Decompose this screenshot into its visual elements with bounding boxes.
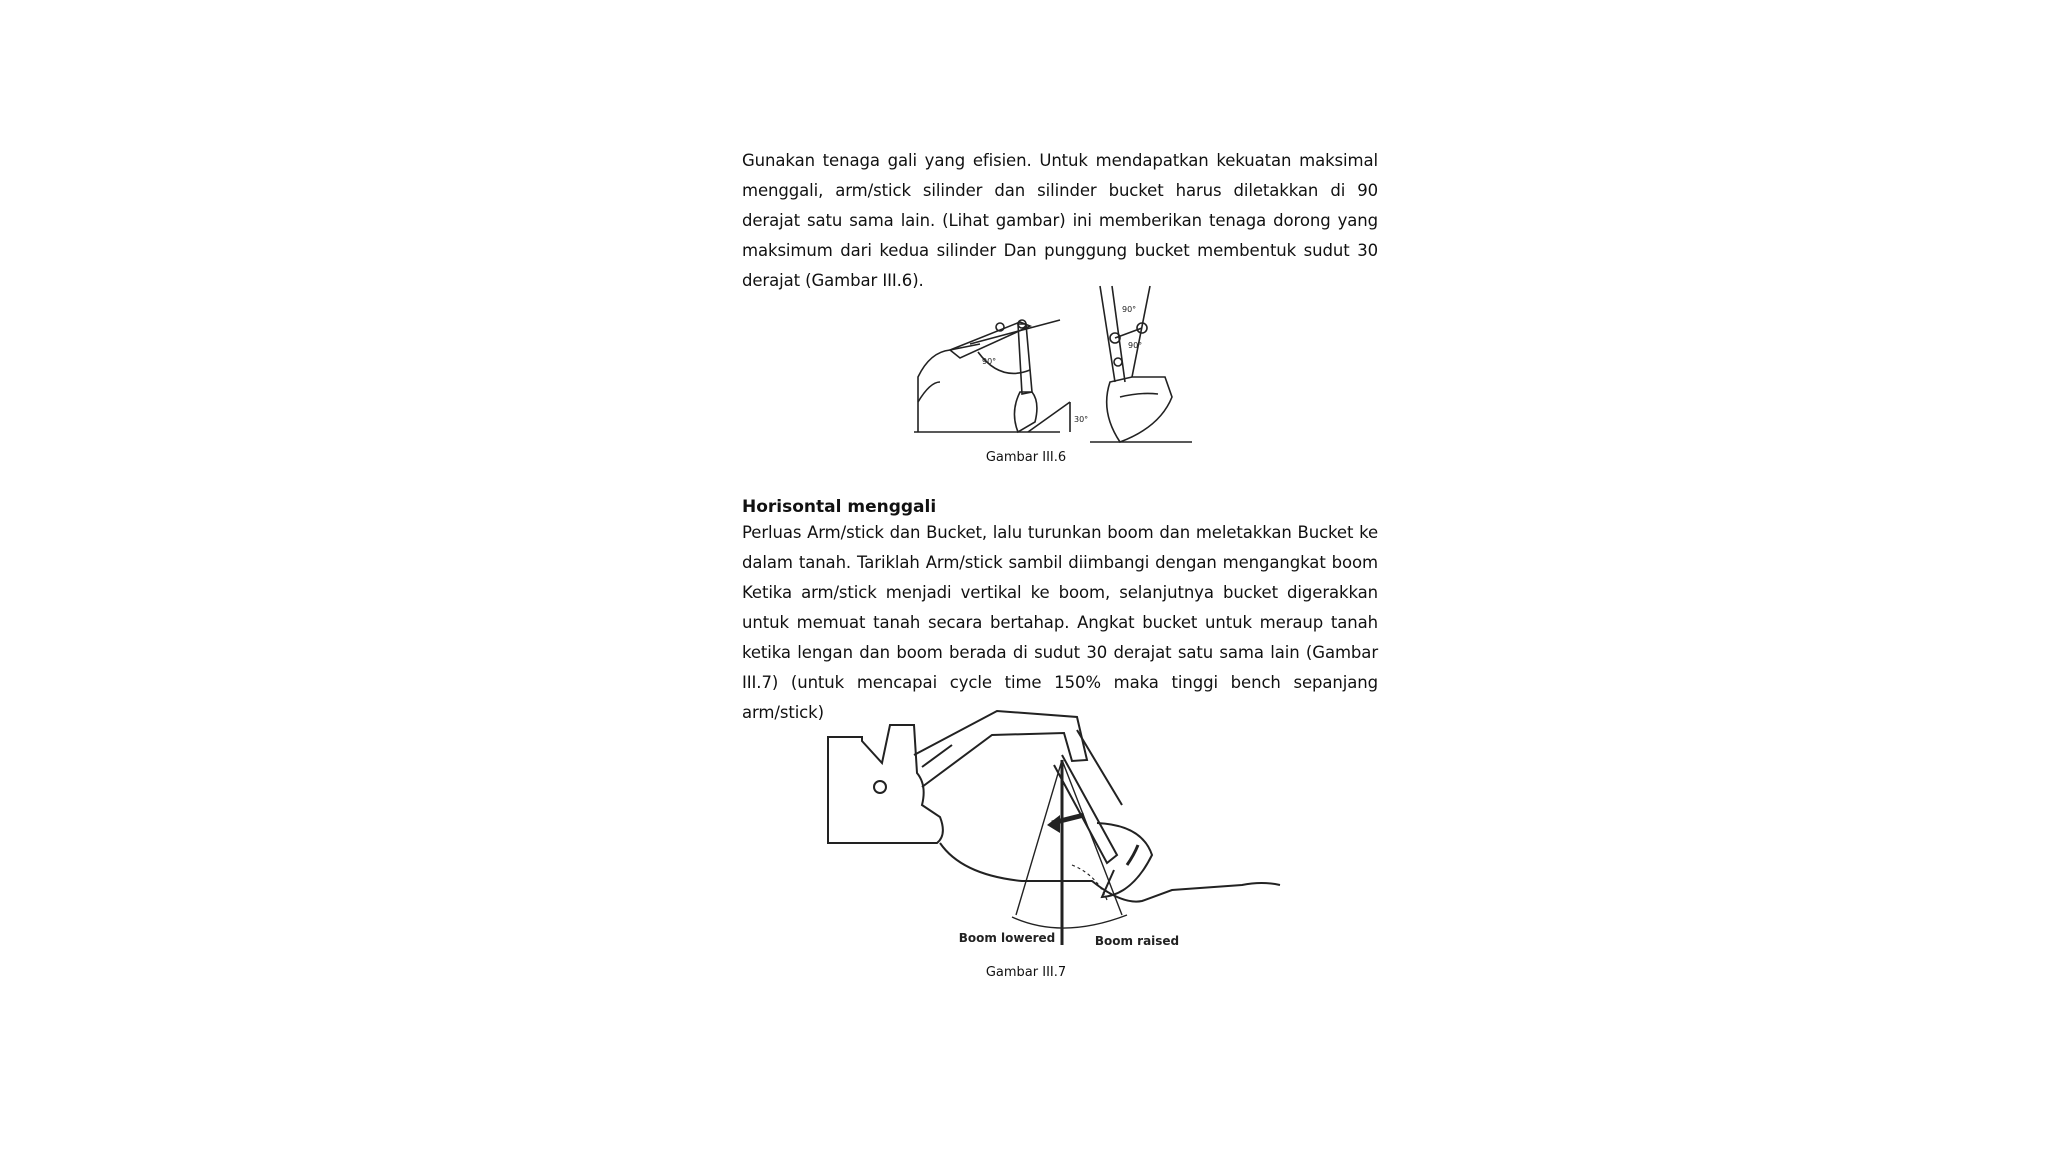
figure-iii-7-horizontal-digging: [822, 705, 1282, 955]
angle-label-30: 30°: [1074, 415, 1089, 424]
horizontal-digging-diagram: [822, 705, 1282, 955]
motion-arrow-bucket: [1127, 845, 1138, 865]
label-boom-lowered: Boom lowered: [958, 931, 1056, 945]
bucket-left: [1014, 392, 1036, 432]
excavator-pivot: [874, 781, 886, 793]
label-boom-raised: Boom raised: [1094, 934, 1180, 948]
paragraph-efficient-digging: Gunakan tenaga gali yang efisien. Untuk mendapatkan kekuatan maksimal menggali, arm/stick silinder dan silinder bucket harus diletakkan di 90 derajat satu sama lain. (Lihat gambar) ini memberikan tenaga dorong yang maksimum dari kedua silinder Dan punggung bucket membentuk sudut 30 derajat (Gambar III.6).: [742, 151, 1378, 290]
bucket-right: [1107, 377, 1172, 442]
figure-caption-iii-6: Gambar III.6: [985, 450, 1067, 465]
paragraph-horizontal-digging: Perluas Arm/stick dan Bucket, lalu turunkan boom dan meletakkan Bucket ke dalam tanah. Tariklah Arm/stick sambil diimbangi dengan mengangkat boom Ketika arm/stick menjadi vertikal ke boom, selanjutnya bucket digerakkan untuk memuat tanah secara bertahap. Angkat bucket untuk meraup tanah ketika lengan dan boom berada di sudut 30 derajat satu sama lain (Gambar III.7) (untuk mencapai cycle time 150% maka tinggi bench sepanjang arm/stick): [742, 523, 1378, 722]
angle-arc: [1012, 915, 1127, 928]
arrow-head-arm: [1047, 815, 1060, 833]
section-heading-horizontal-digging: Horisontal menggali: [742, 497, 937, 517]
arm-left: [1018, 324, 1032, 394]
boom-lowered-line: [1016, 760, 1062, 915]
figure-iii-6-excavator-angles: [910, 282, 1200, 447]
figure-caption-iii-7: Gambar III.7: [985, 965, 1067, 980]
soil-line: [940, 843, 1280, 902]
angle-label-90-right-mid: 90°: [1128, 341, 1143, 350]
angle-label-90-left: 90°: [982, 357, 997, 366]
angle-label-90-right-top: 90°: [1122, 305, 1137, 314]
boom-raised-line: [1062, 760, 1122, 915]
excavator-angle-diagram: [910, 282, 1200, 447]
excavator-cab-outline: [918, 344, 980, 432]
